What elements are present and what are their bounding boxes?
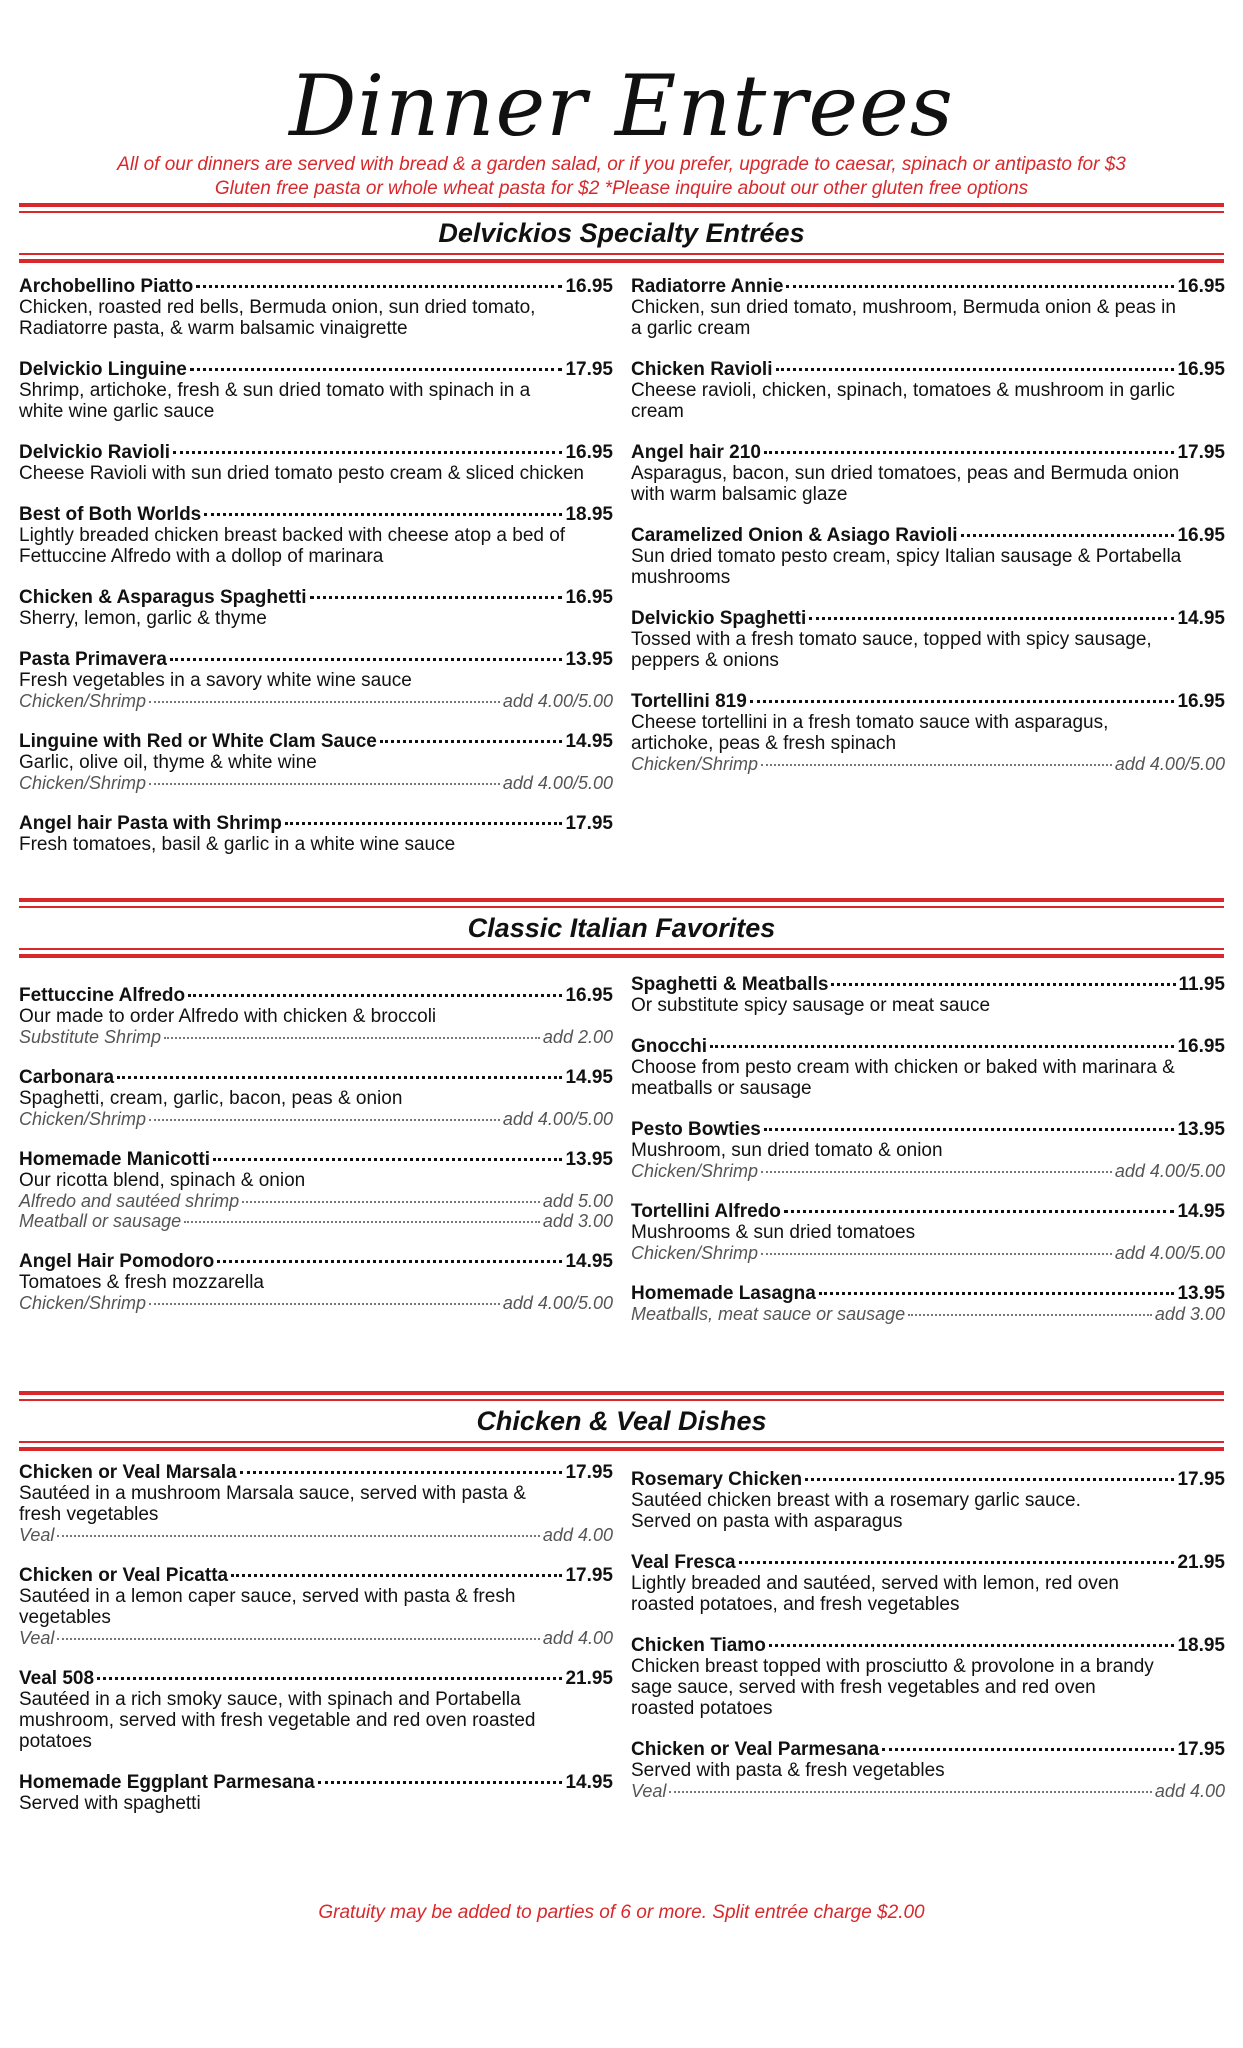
- menu-item-header: [631, 1469, 1225, 1490]
- subtitle-line-2: Gluten free pasta or whole wheat pasta for $2 *Please inquire about our other gluten free options: [214, 178, 1029, 200]
- menu-item-price: 17.95: [565, 359, 613, 380]
- addon-label: Veal: [631, 1781, 667, 1801]
- divider: [19, 1441, 1224, 1451]
- menu-item-description: Sautéed in a rich smoky sauce, with spinach and Portabella: [19, 1689, 521, 1710]
- menu-item-price: 17.95: [1177, 1469, 1225, 1490]
- chicken-veal-left-column: [19, 1462, 613, 1834]
- menu-item-description: Sherry, lemon, garlic & thyme: [19, 608, 267, 629]
- menu-item: [631, 1739, 1225, 1801]
- dot-leader: [750, 700, 1175, 703]
- menu-item-description: peppers & onions: [631, 650, 779, 671]
- menu-item-name: Radiatorre Annie: [631, 276, 784, 297]
- menu-item: [19, 1565, 613, 1648]
- menu-item-header: [631, 691, 1225, 712]
- menu-item: [19, 587, 613, 629]
- dot-leader: [149, 1303, 500, 1305]
- menu-item-addon: [19, 1109, 613, 1129]
- dot-leader: [231, 1574, 562, 1577]
- addon-price: add 4.00/5.00: [1114, 1161, 1225, 1181]
- addon-label: Chicken/Shrimp: [19, 1109, 147, 1129]
- menu-item-description: Lightly breaded chicken breast backed with cheese atop a bed of: [19, 525, 566, 546]
- menu-item-price: 16.95: [565, 985, 613, 1006]
- menu-item-description: artichoke, peas & fresh spinach: [631, 733, 897, 754]
- menu-item-name: Veal Fresca: [631, 1552, 736, 1573]
- menu-item: [19, 731, 613, 793]
- addon-label: Chicken/Shrimp: [19, 773, 147, 793]
- menu-item-description: Tossed with a fresh tomato sauce, topped with spicy sausage,: [631, 629, 1152, 650]
- menu-item: [19, 1772, 613, 1814]
- divider: [19, 1391, 1224, 1401]
- menu-item-description: Garlic, olive oil, thyme & white wine: [19, 752, 317, 773]
- menu-item-description: Mushroom, sun dried tomato & onion: [631, 1140, 943, 1161]
- dot-leader: [819, 1292, 1175, 1295]
- menu-item-price: 13.95: [565, 1149, 613, 1170]
- dot-leader: [776, 368, 1175, 371]
- menu-item-header: [631, 525, 1225, 546]
- menu-item-header: [19, 985, 613, 1006]
- menu-item-description: Served with spaghetti: [19, 1793, 201, 1814]
- menu-item-description: Chicken breast topped with prosciutto & provolone in a brandy: [631, 1656, 1154, 1677]
- menu-item: [19, 649, 613, 711]
- menu-item-name: Chicken Tiamo: [631, 1635, 766, 1656]
- menu-item-description: roasted potatoes: [631, 1698, 773, 1719]
- addon-label: Chicken/Shrimp: [631, 1161, 759, 1181]
- menu-item-price: 21.95: [1177, 1552, 1225, 1573]
- menu-item-header: [631, 1635, 1225, 1656]
- menu-item-header: [19, 1668, 613, 1689]
- dot-leader: [184, 1221, 540, 1223]
- menu-item-header: [631, 1739, 1225, 1760]
- specialty-right-column: [631, 276, 1225, 794]
- menu-item: [631, 1036, 1225, 1099]
- menu-item-addon: [631, 754, 1225, 774]
- menu-item-header: [19, 504, 613, 525]
- menu-item-description: Cheese Ravioli with sun dried tomato pesto cream & sliced chicken: [19, 463, 584, 484]
- menu-item: [19, 276, 613, 339]
- dot-leader: [170, 658, 563, 661]
- menu-item-price: 16.95: [1177, 691, 1225, 712]
- addon-price: add 4.00/5.00: [1114, 1243, 1225, 1263]
- addon-price: add 4.00: [1154, 1781, 1225, 1801]
- addon-price: add 4.00: [542, 1525, 613, 1545]
- menu-item-description: Cheese ravioli, chicken, spinach, tomatoes & mushroom in garlic: [631, 380, 1175, 401]
- menu-item-name: Delvickio Ravioli: [19, 442, 171, 463]
- menu-item-header: [19, 587, 613, 608]
- dot-leader: [310, 596, 563, 599]
- menu-item-header: [631, 1201, 1225, 1222]
- addon-price: add 3.00: [542, 1211, 613, 1231]
- menu-item-description: Chicken, roasted red bells, Bermuda onion, sun dried tomato,: [19, 297, 536, 318]
- menu-item: [631, 276, 1225, 339]
- dot-leader: [831, 983, 1175, 986]
- menu-item-description: sage sauce, served with fresh vegetables and red oven: [631, 1677, 1096, 1698]
- menu-item-price: 16.95: [1177, 1036, 1225, 1057]
- menu-item-price: 17.95: [1177, 1739, 1225, 1760]
- menu-item-header: [19, 1067, 613, 1088]
- dot-leader: [240, 1471, 563, 1474]
- menu-item-name: Chicken or Veal Picatta: [19, 1565, 229, 1586]
- divider: [19, 948, 1224, 958]
- menu-item: [19, 1149, 613, 1231]
- menu-item-price: 14.95: [1177, 608, 1225, 629]
- section-title: Classic Italian Favorites: [467, 913, 776, 943]
- menu-item-name: Angel hair 210: [631, 442, 761, 463]
- menu-item-name: Chicken or Veal Parmesana: [631, 1739, 880, 1760]
- dot-leader: [204, 513, 562, 516]
- menu-item-description: Tomatoes & fresh mozzarella: [19, 1272, 264, 1293]
- menu-item-description: Fettuccine Alfredo with a dollop of marinara: [19, 546, 384, 567]
- menu-item-header: [19, 1462, 613, 1483]
- menu-item-header: [631, 974, 1225, 995]
- section-header-specialty: [19, 203, 1224, 263]
- menu-item: [631, 1469, 1225, 1532]
- dot-leader: [764, 1128, 1175, 1131]
- dot-leader: [769, 1644, 1175, 1647]
- menu-item-name: Pasta Primavera: [19, 649, 167, 670]
- menu-item: [631, 1635, 1225, 1719]
- addon-price: add 4.00/5.00: [1114, 754, 1225, 774]
- footer-note: Gratuity may be added to parties of 6 or more. Split entrée charge $2.00: [318, 1902, 925, 1923]
- menu-item-price: 17.95: [565, 813, 613, 834]
- menu-item-addon: [19, 1293, 613, 1313]
- menu-item: [631, 974, 1225, 1016]
- page-title: Dinner Entrees: [289, 57, 954, 155]
- menu-item-header: [631, 1036, 1225, 1057]
- menu-item-addon: [19, 1211, 613, 1231]
- menu-item-header: [631, 1283, 1225, 1304]
- menu-item-description: Cheese tortellini in a fresh tomato sauce with asparagus,: [631, 712, 1109, 733]
- menu-item-header: [19, 1772, 613, 1793]
- menu-item-name: Tortellini Alfredo: [631, 1201, 781, 1222]
- menu-item-header: [19, 1149, 613, 1170]
- menu-item-price: 21.95: [565, 1668, 613, 1689]
- dot-leader: [57, 1535, 540, 1537]
- dot-leader: [213, 1158, 562, 1161]
- menu-item: [19, 442, 613, 484]
- menu-item-description: Served with pasta & fresh vegetables: [631, 1760, 945, 1781]
- divider: [19, 253, 1224, 263]
- menu-item-name: Best of Both Worlds: [19, 504, 202, 525]
- menu-item-name: Homemade Eggplant Parmesana: [19, 1772, 315, 1793]
- menu-item-price: 14.95: [1177, 1201, 1225, 1222]
- menu-item-addon: [19, 1027, 613, 1047]
- menu-item-price: 17.95: [565, 1565, 613, 1586]
- menu-item-price: 14.95: [565, 1067, 613, 1088]
- subtitle-line-1: All of our dinners are served with bread & a garden salad, or if you prefer, upgrade to caesar, spinach or antipasto for $3: [117, 154, 1126, 176]
- addon-label: Chicken/Shrimp: [19, 691, 147, 711]
- menu-item-addon: [19, 1525, 613, 1545]
- menu-item: [631, 1283, 1225, 1324]
- dot-leader: [57, 1638, 540, 1640]
- menu-item-name: Spaghetti & Meatballs: [631, 974, 829, 995]
- menu-item: [19, 1462, 613, 1545]
- divider: [19, 898, 1224, 908]
- menu-item-header: [631, 1119, 1225, 1140]
- menu-item-description: roasted potatoes, and fresh vegetables: [631, 1594, 960, 1615]
- addon-label: Veal: [19, 1525, 55, 1545]
- dot-leader: [761, 764, 1112, 766]
- menu-item-description: Mushrooms & sun dried tomatoes: [631, 1222, 916, 1243]
- dot-leader: [710, 1045, 1174, 1048]
- dot-leader: [805, 1478, 1174, 1481]
- dot-leader: [761, 1171, 1112, 1173]
- dot-leader: [188, 994, 562, 997]
- addon-label: Chicken/Shrimp: [19, 1293, 147, 1313]
- menu-item-name: Caramelized Onion & Asiago Ravioli: [631, 525, 958, 546]
- menu-item-name: Rosemary Chicken: [631, 1469, 803, 1490]
- addon-label: Chicken/Shrimp: [631, 754, 759, 774]
- dot-leader: [784, 1210, 1175, 1213]
- menu-item-price: 18.95: [565, 504, 613, 525]
- menu-item: [631, 691, 1225, 774]
- section-header-classic: [19, 898, 1224, 958]
- menu-item-price: 16.95: [565, 587, 613, 608]
- menu-item-description: Chicken, sun dried tomato, mushroom, Bermuda onion & peas in: [631, 297, 1176, 318]
- addon-label: Alfredo and sautéed shrimp: [19, 1191, 240, 1211]
- menu-item-description: mushroom, served with fresh vegetable and red oven roasted: [19, 1710, 536, 1731]
- menu-item-header: [631, 442, 1225, 463]
- menu-item: [19, 504, 613, 567]
- section-title: Chicken & Veal Dishes: [476, 1406, 767, 1436]
- menu-item-price: 14.95: [565, 731, 613, 752]
- specialty-left-column: [19, 276, 613, 875]
- menu-item-header: [19, 731, 613, 752]
- dot-leader: [380, 740, 563, 743]
- dot-leader: [242, 1201, 540, 1203]
- menu-item-description: Asparagus, bacon, sun dried tomatoes, peas and Bermuda onion: [631, 463, 1180, 484]
- menu-item-header: [631, 608, 1225, 629]
- addon-price: add 4.00/5.00: [502, 691, 613, 711]
- addon-price: add 4.00/5.00: [502, 1109, 613, 1129]
- addon-price: add 3.00: [1154, 1304, 1225, 1324]
- menu-item: [631, 1201, 1225, 1263]
- menu-item-description: Or substitute spicy sausage or meat sauce: [631, 995, 991, 1016]
- addon-label: Veal: [19, 1628, 55, 1648]
- menu-item-description: Our made to order Alfredo with chicken & broccoli: [19, 1006, 437, 1027]
- menu-item-header: [19, 1251, 613, 1272]
- menu-item-name: Linguine with Red or White Clam Sauce: [19, 731, 377, 752]
- dot-leader: [149, 701, 500, 703]
- menu-item-description: a garlic cream: [631, 318, 751, 339]
- menu-item-price: 14.95: [565, 1251, 613, 1272]
- menu-item-header: [19, 442, 613, 463]
- addon-label: Meatball or sausage: [19, 1211, 182, 1231]
- dot-leader: [285, 822, 563, 825]
- dot-leader: [739, 1561, 1175, 1564]
- addon-label: Meatballs, meat sauce or sausage: [631, 1304, 906, 1324]
- menu-item: [631, 1119, 1225, 1181]
- menu-item-name: Pesto Bowties: [631, 1119, 761, 1140]
- dot-leader: [961, 534, 1175, 537]
- menu-item-name: Archobellino Piatto: [19, 276, 194, 297]
- menu-item-price: 13.95: [565, 649, 613, 670]
- menu-item-addon: [19, 1191, 613, 1211]
- menu-item-description: with warm balsamic glaze: [631, 484, 848, 505]
- chicken-veal-right-column: [631, 1469, 1225, 1821]
- dot-leader: [908, 1314, 1152, 1316]
- menu-item-name: Carbonara: [19, 1067, 115, 1088]
- menu-item-name: Angel hair Pasta with Shrimp: [19, 813, 282, 834]
- addon-price: add 4.00/5.00: [502, 773, 613, 793]
- menu-item: [19, 359, 613, 422]
- menu-item-description: meatballs or sausage: [631, 1078, 812, 1099]
- menu-item: [631, 359, 1225, 422]
- menu-item-addon: [19, 1628, 613, 1648]
- dot-leader: [318, 1781, 563, 1784]
- addon-label: Chicken/Shrimp: [631, 1243, 759, 1263]
- menu-item-description: Fresh vegetables in a savory white wine sauce: [19, 670, 412, 691]
- menu-item-price: 16.95: [565, 442, 613, 463]
- dot-leader: [196, 285, 562, 288]
- menu-item-description: mushrooms: [631, 567, 731, 588]
- dot-leader: [217, 1260, 562, 1263]
- menu-item-addon: [631, 1243, 1225, 1263]
- section-header-chicken-veal: [19, 1391, 1224, 1451]
- menu-header: [0, 57, 1243, 200]
- menu-item: [19, 1067, 613, 1129]
- menu-item-description: cream: [631, 401, 684, 422]
- menu-item: [19, 813, 613, 855]
- menu-item-description: Our ricotta blend, spinach & onion: [19, 1170, 306, 1191]
- menu-item-description: Sautéed chicken breast with a rosemary garlic sauce.: [631, 1490, 1081, 1511]
- addon-label: Substitute Shrimp: [19, 1027, 162, 1047]
- menu-item-description: potatoes: [19, 1731, 92, 1752]
- menu-item-description: Choose from pesto cream with chicken or baked with marinara &: [631, 1057, 1175, 1078]
- menu-item-price: 17.95: [1177, 442, 1225, 463]
- menu-item-header: [19, 276, 613, 297]
- menu-item-description: Shrimp, artichoke, fresh & sun dried tomato with spinach in a: [19, 380, 531, 401]
- menu-item-price: 16.95: [1177, 359, 1225, 380]
- menu-item-header: [19, 1565, 613, 1586]
- addon-price: add 4.00/5.00: [502, 1293, 613, 1313]
- dot-leader: [117, 1076, 562, 1079]
- menu-item-price: 18.95: [1177, 1635, 1225, 1656]
- menu-item-name: Homemade Manicotti: [19, 1149, 211, 1170]
- menu-item-description: vegetables: [19, 1607, 111, 1628]
- menu-item-header: [631, 1552, 1225, 1573]
- menu-item-header: [19, 813, 613, 834]
- menu-item-name: Angel Hair Pomodoro: [19, 1251, 215, 1272]
- menu-item-name: Chicken or Veal Marsala: [19, 1462, 237, 1483]
- menu-item-price: 17.95: [565, 1462, 613, 1483]
- menu-item-header: [631, 276, 1225, 297]
- menu-item-price: 16.95: [565, 276, 613, 297]
- menu-item-header: [19, 359, 613, 380]
- menu-item: [19, 1668, 613, 1752]
- classic-left-column: [19, 985, 613, 1333]
- addon-price: add 4.00: [542, 1628, 613, 1648]
- section-title: Delvickios Specialty Entrées: [438, 218, 805, 248]
- menu-item-description: Sun dried tomato pesto cream, spicy Italian sausage & Portabella: [631, 546, 1182, 567]
- menu-item-name: Delvickio Linguine: [19, 359, 187, 380]
- menu-item: [631, 608, 1225, 671]
- menu-item-name: Delvickio Spaghetti: [631, 608, 807, 629]
- menu-item-name: Chicken & Asparagus Spaghetti: [19, 587, 307, 608]
- addon-price: add 5.00: [542, 1191, 613, 1211]
- menu-item-header: [19, 649, 613, 670]
- dot-leader: [764, 451, 1175, 454]
- dot-leader: [761, 1253, 1112, 1255]
- menu-item-addon: [19, 773, 613, 793]
- menu-item-price: 11.95: [1178, 974, 1225, 995]
- menu-item-price: 16.95: [1177, 276, 1225, 297]
- dot-leader: [786, 285, 1174, 288]
- menu-item: [631, 1552, 1225, 1615]
- menu-item-description: Radiatorre pasta, & warm balsamic vinaigrette: [19, 318, 408, 339]
- menu-item-description: Sautéed in a lemon caper sauce, served with pasta & fresh: [19, 1586, 516, 1607]
- menu-item-description: Lightly breaded and sautéed, served with lemon, red oven: [631, 1573, 1119, 1594]
- menu-item-name: Veal 508: [19, 1668, 95, 1689]
- menu-item-description: Fresh tomatoes, basil & garlic in a white wine sauce: [19, 834, 456, 855]
- classic-right-column: [631, 974, 1225, 1344]
- menu-item: [631, 525, 1225, 588]
- menu-item-name: Homemade Lasagna: [631, 1283, 816, 1304]
- dot-leader: [190, 368, 563, 371]
- menu-item-description: Sautéed in a mushroom Marsala sauce, served with pasta &: [19, 1483, 526, 1504]
- dot-leader: [164, 1037, 540, 1039]
- divider: [19, 203, 1224, 213]
- menu-item: [19, 1251, 613, 1313]
- menu-item: [19, 985, 613, 1047]
- menu-item-price: 14.95: [565, 1772, 613, 1793]
- dot-leader: [882, 1748, 1174, 1751]
- menu-item-description: Spaghetti, cream, garlic, bacon, peas & onion: [19, 1088, 403, 1109]
- menu-item-name: Chicken Ravioli: [631, 359, 773, 380]
- menu-item-name: Gnocchi: [631, 1036, 708, 1057]
- menu-item-description: Served on pasta with asparagus: [631, 1511, 903, 1532]
- menu-item-description: fresh vegetables: [19, 1504, 159, 1525]
- menu-item-addon: [19, 691, 613, 711]
- menu-item-price: 13.95: [1177, 1119, 1225, 1140]
- menu-item-description: white wine garlic sauce: [19, 401, 215, 422]
- menu-item-price: 16.95: [1177, 525, 1225, 546]
- dot-leader: [149, 1119, 500, 1121]
- menu-item-addon: [631, 1781, 1225, 1801]
- dot-leader: [97, 1677, 562, 1680]
- dot-leader: [809, 617, 1174, 620]
- menu-item-name: Tortellini 819: [631, 691, 747, 712]
- menu-item-addon: [631, 1161, 1225, 1181]
- dot-leader: [173, 451, 562, 454]
- menu-item-addon: [631, 1304, 1225, 1324]
- dot-leader: [149, 783, 500, 785]
- addon-price: add 2.00: [542, 1027, 613, 1047]
- menu-item: [631, 442, 1225, 505]
- menu-item-header: [631, 359, 1225, 380]
- menu-item-price: 13.95: [1177, 1283, 1225, 1304]
- dot-leader: [669, 1791, 1152, 1793]
- menu-item-name: Fettuccine Alfredo: [19, 985, 186, 1006]
